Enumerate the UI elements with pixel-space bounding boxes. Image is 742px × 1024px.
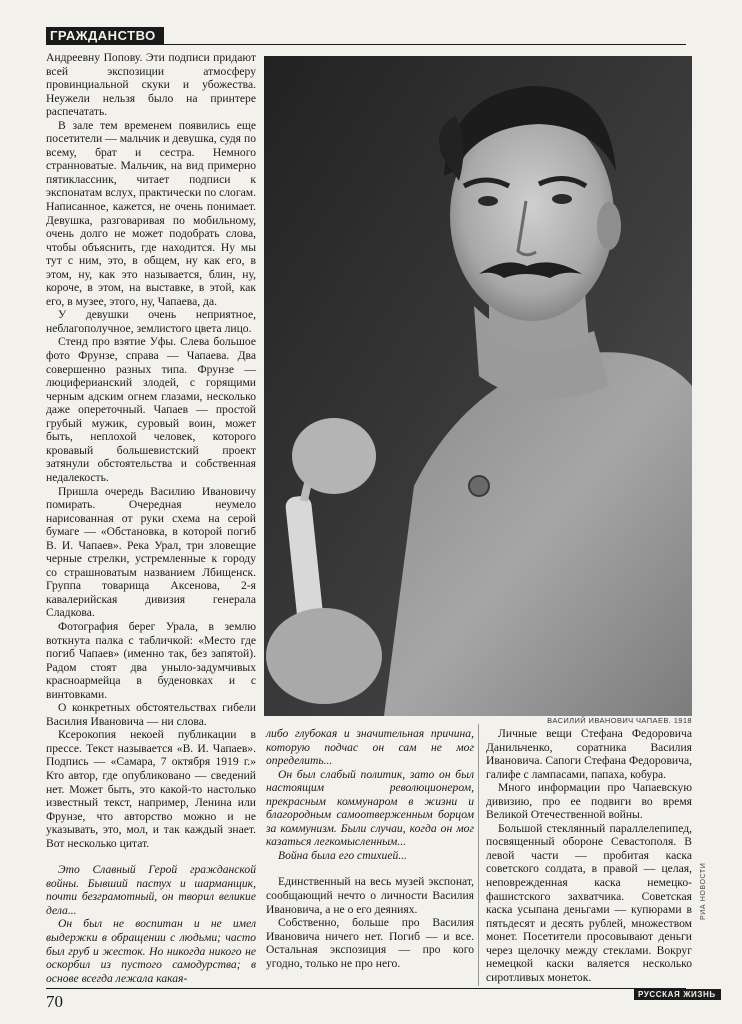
magazine-title: РУССКАЯ ЖИЗНЬ: [634, 989, 721, 1000]
top-rule: [46, 44, 686, 45]
column-divider: [478, 724, 479, 986]
quote-paragraph: Он был не воспитан и не имел выдержки в обращении с людьми; часто был груб и жесток. Но никогда никого не оскорбил из пустого самодурства; в основе всегда лежала какая-: [46, 917, 256, 985]
body-paragraph: Стенд про взятие Уфы. Слева большое фото Фрунзе, справа — Чапаева. Два совершенно разных типа. Фрунзе — люциферианский злодей, с горящими черным адским огнем глазами, несколько даже опереточный. Чапаев — простой грубый мужик, суровый воин, может быть, неплохой человек, которого кровавый большевистский проект затянули обстоятельства и собственная недалекость.: [46, 335, 256, 484]
body-paragraph: В зале тем временем появились еще посетители — мальчик и девушка, судя по всему, брат и сестра. Немного странноватые. Мальчик, на вид примерно пятиклассник, читает подписи к экспонатам вслух, практически по слогам. Написанное, кажется, не очень понимает. Девушка, разговаривая по мобильному, очень долго не может подобрать слова, чтобы объяснить, где находится. Ну мы тут с ним, это, в общем, ну как его, в этом, ну, как это называется, блин, ну, короче, в этом, на выставке, в этой, как его, в музее, этого, ну, Чапаева, да.: [46, 118, 256, 308]
body-paragraph: Фотография берег Урала, в землю воткнута палка с табличкой: «Место где погиб Чапаев» (именно так, без запятой). Радом стоят два уныло-задумчивых красноармейца в буденовках и с винтовками.: [46, 619, 256, 701]
page-number: 70: [46, 992, 63, 1011]
section-tag: ГРАЖДАНСТВО: [46, 27, 164, 44]
body-paragraph: Личные вещи Стефана Федоровича Данильченко, соратника Василия Ивановича. Сапоги Стефана Федоровича, галифе с лампасами, папаха, кобура.: [486, 727, 692, 781]
quote-paragraph: Это Славный Герой гражданской войны. Бывший пастух и шарманщик, почти безграмотный, он творил великие дела...: [46, 863, 256, 917]
portrait-photo: [264, 56, 692, 716]
body-paragraph: Много информации про Чапаевскую дивизию, про ее подвиги во время Великой Отечественной войны.: [486, 781, 692, 822]
body-paragraph: Собственно, больше про Василия Ивановича ничего нет. Погиб — и все. Остальная экспозиция — про кого угодно, только не про него.: [266, 916, 474, 970]
body-paragraph: Ксерокопия некоей публикации в прессе. Текст называется «В. И. Чапаев». Подпись — «Самара, 7 октября 1919 г.» Кто автор, где опубликовано — сведений нет. Может быть, это какой-то настолько известный текст, например, Ленина или Фрунзе, что авторство можно и не указывать, это, мол, и так каждый знает. Вот несколько цитат.: [46, 728, 256, 850]
photo-caption: ВАСИЛИЙ ИВАНОВИЧ ЧАПАЕВ. 1918: [547, 716, 692, 725]
body-paragraph: Большой стеклянный параллелепипед, посвященный обороне Севастополя. В левой части — пробитая каска советского солдата, в правой — целая, неповрежденная каска немецко-фашистского захватчика. Советская каска усыпана деньгами — купюрами в пятьдесят и десять рублей, множеством монет. Посетители просовывают деньги через щелочку между стеклами. Вокруг немецкой каски валяется несколько сиротливых монеток.: [486, 821, 692, 984]
text-column-middle: [266, 727, 474, 970]
quote-paragraph: либо глубокая и значительная причина, которую подчас он сам не мог определить...: [266, 727, 474, 768]
body-paragraph: Пришла очередь Василию Ивановичу помирать. Очередная неумело нарисованная от руки схема на серой бумаге — «Обстановка, в которой погиб В. И. Чапаев». Река Урал, три зловещие черные стрелки, устремленные к городу со страшноватым названием Лбищенск. Группа товарища Аксенова, 2-я кавалерийская дивизия генерала Сладкова.: [46, 484, 256, 620]
text-column-left: [46, 51, 256, 985]
bottom-rule: [46, 988, 686, 989]
text-column-right: [486, 727, 692, 984]
body-paragraph: Андреевну Попову. Эти подписи придают всей экспозиции атмосферу провинциальной скуки и убожества. Неужели нельзя было на принтере распечатать.: [46, 51, 256, 119]
photo-credit: РИА НОВОСТИ: [700, 862, 707, 920]
body-paragraph: У девушки очень неприятное, неблагополучное, землистого цвета лицо.: [46, 308, 256, 335]
quote-paragraph: Он был слабый политик, зато он был настоящим революционером, прекрасным коммунаром в жизни и благородным самоотверженным борцом за коммунизм. Были случаи, когда он мог казаться легкомысленным...: [266, 767, 474, 849]
portrait-illustration: [264, 56, 692, 716]
body-paragraph: О конкретных обстоятельствах гибели Василия Ивановича — ни слова.: [46, 701, 256, 728]
quote-paragraph: Война была его стихией...: [278, 848, 407, 862]
body-paragraph: Единственный на весь музей экспонат, сообщающий нечто о личности Василия Ивановича, а не о его деяниях.: [266, 875, 474, 916]
